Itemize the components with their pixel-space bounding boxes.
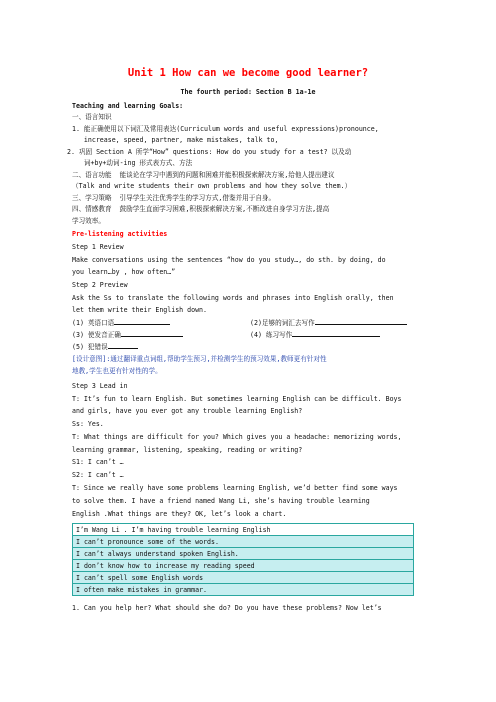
body-line: you learn…by , how often…” <box>72 268 176 276</box>
question-line: 1. Can you help her? What should she do? Do you have these problems? Now let’s <box>72 604 382 612</box>
step-heading: Step 1 Review <box>72 243 124 251</box>
dialogue-line: S1: I can’t … <box>72 458 124 466</box>
section-heading: Pre-listening activities <box>72 230 168 238</box>
goal-line: 学习效率。 <box>72 217 105 225</box>
page-title: Unit 1 How can we become good learner? <box>127 67 369 79</box>
preview-item: (4) 练习写作 <box>250 330 380 340</box>
body-line: Ask the Ss to translate the following words and phrases into English orally, then <box>72 294 394 302</box>
step-heading: Step 3 Lead in <box>72 382 128 390</box>
design-note: 地教,学生也更有针对性的学。 <box>72 367 162 375</box>
dialogue-line: learning grammar, listening, speaking, reading or writing? <box>72 446 303 454</box>
preview-item: (5) 犯错误 <box>72 342 138 352</box>
step-heading: Step 2 Preview <box>72 281 128 289</box>
chart-header: I’m Wang Li . I’m having trouble learning English <box>73 524 414 536</box>
goal-line: （Talk and write students their own problems and how they solve them.） <box>72 182 352 190</box>
goals-heading: Teaching and learning Goals: <box>72 102 184 110</box>
dialogue-line: English .What things are they? OK, let’s look a chart. <box>72 510 287 518</box>
dialogue-line: and girls, have you ever got any trouble learning English? <box>72 407 303 415</box>
chart-row: I can’t spell some English words <box>73 572 414 584</box>
preview-item: (2)足够的词汇去写作 <box>250 318 407 328</box>
goal-line: 2. 巩固 Section A 所学“How” questions: How do you study for a test? 以及动 <box>67 148 352 156</box>
dialogue-line: T: It’s fun to learn English. But sometimes learning English can be difficult. Boys <box>72 395 402 403</box>
goal-line: 四、情感教育 鼓励学生直面学习困难,积极探索解决方案,不断改进自身学习方法,提高 <box>72 205 330 213</box>
dialogue-line: T: Since we really have some problems learning English, we’d better find some ways <box>72 484 398 492</box>
goal-line: 二、语言功能 能谈论在学习中遇到的问题和困难并能积极探索解决方案,给他人提出建议 <box>72 171 335 179</box>
chart-row: I often make mistakes in grammar. <box>73 584 414 596</box>
dialogue-line: T: What things are difficult for you? Which gives you a headache: memorizing words, <box>72 433 402 441</box>
body-line: Make conversations using the sentences “how do you study…, do sth. by doing, do <box>72 256 386 264</box>
dialogue-line: S2: I can’t … <box>72 471 124 479</box>
preview-item: (1) 英语口语 <box>72 318 170 328</box>
goal-line: 词+by+动词-ing 形式表方式、方法 <box>72 159 193 167</box>
preview-item: (3) 使发音正确 <box>72 330 183 340</box>
body-line: let them write their English down. <box>72 306 207 314</box>
design-note: [设计意图]:通过翻译重点词组,帮助学生预习,并检测学生的预习效果,教师更有针对性 <box>72 355 327 363</box>
chart-row: I don’t know how to increase my reading speed <box>73 560 414 572</box>
goal-line: increase, speed, partner, make mistakes, talk to, <box>72 136 279 144</box>
goal-line: 三、学习策略 引导学生关注优秀学生的学习方式,借鉴并用于自身。 <box>72 194 276 202</box>
trouble-chart <box>72 523 414 596</box>
goal-line: 一、语言知识 <box>72 113 112 121</box>
dialogue-line: Ss: Yes. <box>72 420 104 428</box>
chart-row: I can’t pronounce some of the words. <box>73 536 414 548</box>
goal-line: 1. 能正确使用以下词汇及常用表达(Curriculum words and useful expressions)pronounce, <box>72 125 379 133</box>
chart-row: I can’t always understand spoken English. <box>73 548 414 560</box>
period-subtitle: The fourth period: Section B 1a-1e <box>180 88 316 96</box>
dialogue-line: to solve them. I have a friend named Wang Li, she’s having trouble learning <box>72 497 370 505</box>
